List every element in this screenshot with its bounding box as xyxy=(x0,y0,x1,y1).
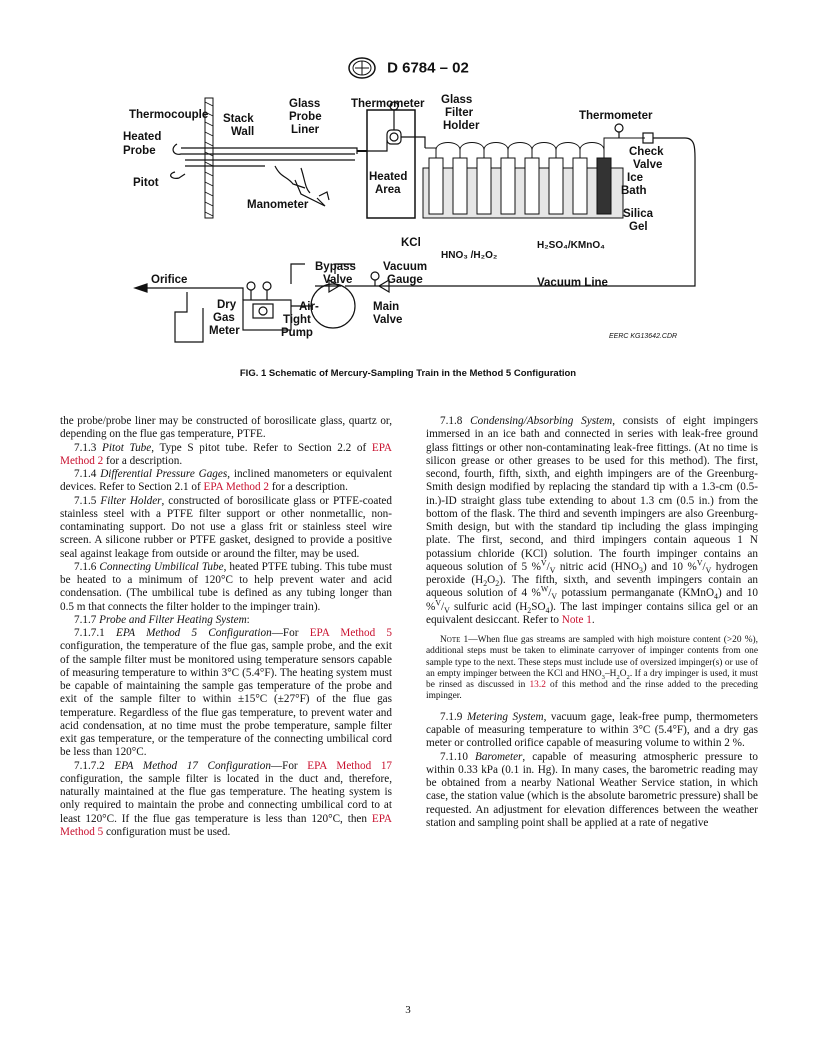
section-number: 7.1.8 xyxy=(440,415,471,427)
paragraph-text: , inclined manometers or equivalent devices. Refer to Section 2.1 of xyxy=(60,468,392,494)
label-valve: Valve xyxy=(633,159,663,171)
note-1-link[interactable]: Note 1 xyxy=(561,613,592,626)
figure-caption: FIG. 1 Schematic of Mercury-Sampling Train in the Method 5 Configuration xyxy=(239,368,577,379)
paragraph-7-1-3 xyxy=(60,442,392,469)
subscript: 2 xyxy=(626,673,630,681)
paragraph-7-1-7 xyxy=(60,614,392,627)
subscript: V xyxy=(551,592,558,602)
paragraph-7-1-9 xyxy=(426,711,758,751)
section-title: Connecting Umbilical Tube xyxy=(99,560,224,573)
label-glass2: Glass xyxy=(441,94,473,106)
subscript: 2 xyxy=(495,579,500,589)
paragraph-text: configuration, the temperature of the flue gas, sample probe, and the exit of the sample filter must be monitored using temperature sensors capable of measuring temperature to within 3°C (5.4°F). The heating system must be capable of maintaining the sample gas temperature of the probe and exit of the sample filter to within ±15°C (±27°F) of the flue gas temperature. Regardless of the flue gas temperature, to prevent water and acid condensation, at no time must the probe temperature, sample filter exit gas temperature, or the temperature of the connecting umbilical cord be less than 120°C. xyxy=(60,640,392,759)
subscript: 3 xyxy=(601,673,605,681)
label-bypass: Bypass xyxy=(315,261,356,273)
superscript: V xyxy=(696,558,703,568)
label-check: Check xyxy=(629,146,664,158)
section-number: 7.1.7 xyxy=(74,613,100,626)
section-number: 7.1.7.1 xyxy=(74,627,116,639)
section-number: 7.1.4 xyxy=(74,468,101,480)
label-valve3: Valve xyxy=(373,314,403,326)
paragraph-text: configuration, the sample filter is located in the duct and, therefore, naturally maintained at the flue gas temperature. The heating system is only required to maintain the probe and connecting umbilical cord to at least 120°C. If the flue gas temperature is less than 120°C, then xyxy=(60,772,392,825)
subscript: 4 xyxy=(714,592,718,602)
label-area: Area xyxy=(375,184,401,196)
section-title: EPA Method 5 Configuration xyxy=(116,627,272,639)
label-heated: Heated xyxy=(123,131,162,143)
epa-method-5-link[interactable]: EPA Method 5 xyxy=(60,812,392,838)
page-header xyxy=(0,56,816,80)
subscript: 2 xyxy=(616,673,620,681)
note-text: O xyxy=(619,668,627,679)
section-13-2-link[interactable]: 13.2 xyxy=(529,680,546,691)
label-orifice: Orifice xyxy=(151,274,188,286)
label-h2so4: H₂SO₄/KMnO₄ xyxy=(537,240,605,251)
label-filter: Filter xyxy=(445,107,474,119)
heated-probe xyxy=(171,144,357,178)
paragraph-text: nitric acid (HNO xyxy=(555,560,640,573)
paragraph-text: —For xyxy=(271,627,310,639)
paragraph-text: . xyxy=(591,613,595,626)
note-text: of this method and the rinse added to the preceding impinger. xyxy=(426,680,758,702)
subscript: V xyxy=(705,565,712,575)
left-column xyxy=(60,415,392,839)
paragraph-text: , capable of measuring atmospheric pressure to within 0.33 kPa (0.1 in. Hg). In many cases, the barometric reading may be obtained from a nearby National Weather Service station, in which case, the station value (which is the absolute barometric pressure) shall be requested. An adjustment for elevation differences between the weather station and sampling point shall be applied at a rate of negative xyxy=(426,750,759,829)
subscript: 3 xyxy=(639,565,643,575)
section-title: Pitot Tube xyxy=(102,441,152,454)
paragraph-text: sulfuric acid (H xyxy=(449,600,528,613)
label-pitot: Pitot xyxy=(133,177,159,189)
epa-method-5-link[interactable]: EPA Method 5 xyxy=(309,627,393,639)
note-1 xyxy=(426,635,758,703)
page-number: 3 xyxy=(405,1004,411,1016)
paragraph-text: ). The fifth, sixth, and seventh impingers contain an aqueous solution of 4 % xyxy=(426,574,758,600)
standard-designation: D 6784 – 02 xyxy=(387,59,469,77)
label-vacuum-line: Vacuum Line xyxy=(537,277,608,289)
label-kcl: KCl xyxy=(401,237,421,249)
paragraph-7-1-7-1 xyxy=(60,627,392,760)
label-gas: Gas xyxy=(213,312,235,324)
label-air: Air- xyxy=(299,301,319,313)
section-title: Filter Holder xyxy=(100,494,162,507)
note-text: . If a dry impinger is used, it must be rinsed as discussed in xyxy=(426,668,758,691)
section-number: 7.1.9 xyxy=(440,710,467,723)
label-heated2: Heated xyxy=(369,171,408,183)
heated-area-box xyxy=(367,110,415,218)
impinger-train xyxy=(423,138,645,218)
paragraph-text: : xyxy=(246,613,250,626)
label-stack: Stack xyxy=(223,113,254,125)
subscript: V xyxy=(549,565,556,575)
figure-credit: EERC KG13642.CDR xyxy=(609,333,678,340)
right-column xyxy=(426,415,758,830)
label-probe: Probe xyxy=(123,145,156,157)
paragraph-text: O xyxy=(487,574,496,586)
section-title: Differential Pressure Gages xyxy=(100,468,228,480)
paragraph-text: ). The last impinger contains silica gel or an equivalent desiccant. Refer to xyxy=(426,600,758,626)
superscript: W xyxy=(540,584,549,594)
paragraph-text: for a description. xyxy=(103,454,183,467)
label-vacuum: Vacuum xyxy=(383,261,428,273)
label-valve2: Valve xyxy=(323,274,353,286)
sampling-train-schematic xyxy=(105,88,715,360)
astm-logo-icon xyxy=(347,56,377,80)
paragraph-text: ) and 10 % xyxy=(426,587,759,613)
paragraph-text: —For xyxy=(270,759,308,772)
paragraph-text: , Type S pitot tube. Refer to Section 2.2 of xyxy=(151,441,372,454)
label-meter: Meter xyxy=(209,325,240,337)
label-liner: Liner xyxy=(291,124,320,136)
label-manometer: Manometer xyxy=(247,199,309,211)
note-label: Note 1 xyxy=(440,635,469,645)
section-title: EPA Method 17 Configuration xyxy=(114,759,271,772)
paragraph-7-1-4 xyxy=(60,468,392,495)
subscript: 4 xyxy=(545,605,550,615)
paragraph: the probe/probe liner may be constructed of borosilicate glass, quartz or, depending on the flue gas temperature, PTFE. xyxy=(60,415,392,441)
label-thermometer2: Thermometer xyxy=(579,110,653,122)
section-title: Barometer xyxy=(474,750,523,763)
label-gel: Gel xyxy=(629,221,648,233)
label-tight: Tight xyxy=(283,314,311,326)
paragraph-7-1-10 xyxy=(426,751,758,831)
label-ice: Ice xyxy=(627,172,643,184)
paragraph-text: SO xyxy=(531,600,546,613)
subscript: 2 xyxy=(527,605,532,615)
paragraph-7-1-7-2 xyxy=(60,760,392,840)
label-bath: Bath xyxy=(621,185,647,197)
label-pump: Pump xyxy=(281,327,313,339)
paragraph-text: , constructed of borosilicate glass or PTFE-coated stainless steel with a PTFE filter support or other nonmetallic, non-contaminating support. Do not use a glass frit or stainless steel wire screen. A silicone rubber or PTFE gasket, designed to provide a positive seal against leakage from outside or around the filter, may be used. xyxy=(60,494,392,560)
paragraph-text: potassium permanganate (KMnO xyxy=(557,587,715,600)
paragraph-text: ) and 10 % xyxy=(642,560,697,573)
section-number: 7.1.10 xyxy=(440,750,475,763)
label-main: Main xyxy=(373,301,400,313)
label-gauge: Gauge xyxy=(387,274,423,286)
note-text: —When flue gas streams are sampled with high moisture content (>20 %), additional steps must be taken to eliminate carryover of impinger contents from one sample type to the next. These steps must include use of oversized impinger(s) or use of an empty impinger between the KCl and HNO xyxy=(426,635,758,679)
subscript: V xyxy=(444,605,450,615)
section-number: 7.1.5 xyxy=(74,494,101,507)
section-number: 7.1.3 xyxy=(74,441,103,454)
label-holder: Holder xyxy=(443,120,480,132)
note-text: –H xyxy=(604,668,617,679)
label-wall: Wall xyxy=(231,126,255,138)
paragraph-text: hydrogen peroxide (H xyxy=(426,560,758,586)
label-thermocouple: Thermocouple xyxy=(129,109,209,121)
section-title: Probe and Filter Heating System xyxy=(99,613,247,626)
epa-method-2-link[interactable]: EPA Method 2 xyxy=(203,481,270,494)
paragraph-text: configuration must be used. xyxy=(103,825,231,838)
paragraph-text: , consists of eight impingers immersed in an ice bath and connected in series with leak-free ground glass fittings or other non-contaminating leak-free fittings. (At no time is silicon grease or other greases to be used for this method). The first, second, fourth, fifth, sixth, and eighth impingers are of the Greenburg-Smith design modified by replacing the standard tip with a 1.3-cm (0.5-in.)-ID straight glass tube extending to about 1.3 cm (0.5 in.) from the bottom of the flask. The third and seventh impingers are also Greenburg-Smith design, but with the standard tip including the glass impinging plate. The first, second, and third impingers contain aqueous 1 N potassium chloride (KCl) solution. The fourth impinger contains an aqueous solution of 5 % xyxy=(426,415,758,573)
superscript: V xyxy=(435,597,441,607)
label-probe2: Probe xyxy=(289,111,322,123)
paragraph-7-1-8: 7.1.8 Condensing/Absorbing System, consists of eight impingers immersed in an ice bath and connected in series with leak-free ground glass fittings or other non-contaminating leak-free fittings. (At no time is silicon grease or other greases to be used for this method). The first, second, fourth, fifth, sixth, and eighth impingers are of the Greenburg-Smith design modified by replacing the standard tip with a 1.3-cm (0.5-in.)-ID straight glass tube extending to about 1.3 cm (0.5 in.) from the bottom of the flask. The third and seventh impingers are also Greenburg-Smith design, but with the standard tip including the glass impinging plate. The first, second, and third impingers contain aqueous 1 N potassium chloride (KCl) solution. The fourth impinger contains an aqueous solution of 5 $\%^V/_V$ nitric acid $(HNO_3)$ and 10 $\%^V/_V$ hydrogen peroxide $(H_2O_2)$. The fifth, sixth, and seventh impingers contain an aqueous solution of 4 $\%^W/_V$ potassium permanganate (KMnO$_4$) and 10 $\%^V/_V$ sulfuric acid $(H_2SO_4)$. The last impinger contains silica gel or an equivalent desiccant. Refer to Note 1. xyxy=(426,415,759,626)
section-title: Metering System xyxy=(466,710,544,723)
label-silica: Silica xyxy=(623,208,654,220)
paragraph-text: for a description. xyxy=(269,481,348,494)
paragraph-7-1-5 xyxy=(60,495,392,561)
subscript: 2 xyxy=(483,579,488,589)
paragraph-text: , heated PTFE tubing. This tube must be heated to a minimum of 120°C to help prevent water and acid condensation. (The umbilical tube is defined as any tubing longer than 0.5 m that connects the filter holder to the impinger train). xyxy=(60,560,392,613)
epa-method-17-link[interactable]: EPA Method 17 xyxy=(307,759,393,772)
label-glass: Glass xyxy=(289,98,321,110)
section-title: Condensing/Absorbing System xyxy=(470,415,613,427)
label-dry: Dry xyxy=(217,299,237,311)
section-number: 7.1.6 xyxy=(74,560,100,573)
label-hno3: HNO₃ /H₂O₂ xyxy=(441,250,498,261)
paragraph-7-1-6 xyxy=(60,561,392,614)
label-thermometer: Thermometer xyxy=(351,98,425,110)
section-number: 7.1.7.2 xyxy=(74,759,115,772)
paragraph-text: , vacuum gage, leak-free pump, thermometers capable of measuring temperature to within 3°C (5.4°F), and a dry gas meter or controlled orifice capable of measuring volume to within 2 %. xyxy=(426,710,759,750)
epa-method-2-link[interactable]: EPA Method 2 xyxy=(60,441,393,467)
superscript: V xyxy=(540,558,547,568)
